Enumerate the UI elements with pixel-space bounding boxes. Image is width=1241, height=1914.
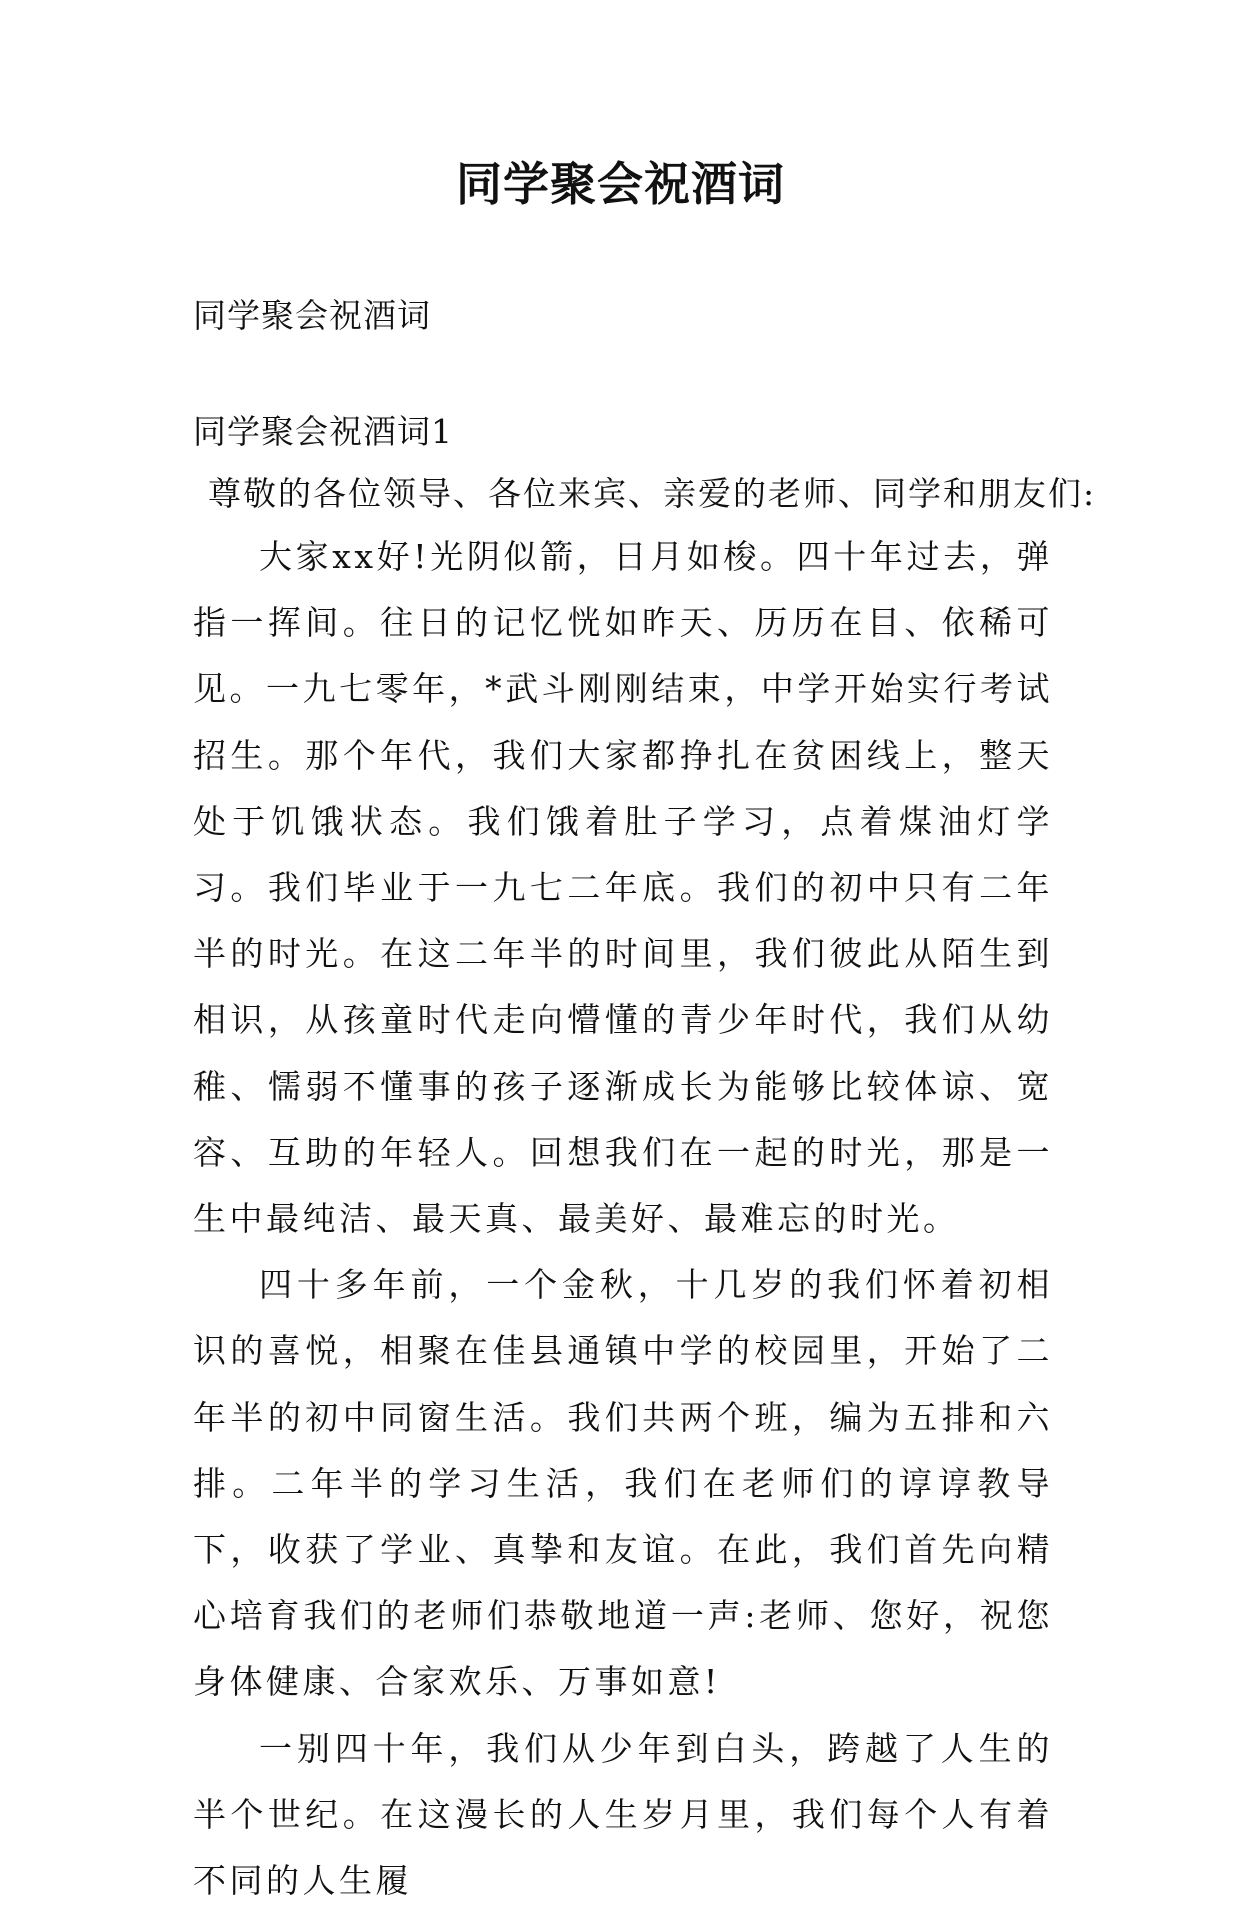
body-text (193, 524, 1053, 1914)
section-heading: 同学聚会祝酒词1 (193, 412, 453, 451)
document-subtitle: 同学聚会祝酒词 (193, 296, 431, 335)
salutation-line: 尊敬的各位领导、各位来宾、亲爱的老师、同学和朋友们: (208, 474, 1097, 513)
paragraph-1: 大家xx好!光阴似箭，日月如梭。四十年过去，弹指一挥间。往日的记忆恍如昨天、历历在目、依稀可见。一九七零年，*武斗刚刚结束，中学开始实行考试招生。那个年代，我们大家都挣扎在贫困线上，整天处于饥饿状态。我们饿着肚子学习，点着煤油灯学习。我们毕业于一九七二年底。我们的初中只有二年半的时光。在这二年半的时间里，我们彼此从陌生到相识，从孩童时代走向懵懂的青少年时代，我们从幼稚、懦弱不懂事的孩子逐渐成长为能够比较体谅、宽容、互助的年轻人。回想我们在一起的时光，那是一生中最纯洁、最天真、最美好、最难忘的时光。 (193, 537, 1053, 1239)
paragraph-3: 一别四十年，我们从少年到白头，跨越了人生的半个世纪。在这漫长的人生岁月里，我们每个人有着不同的人生履 (193, 1728, 1053, 1901)
paragraph-2: 四十多年前，一个金秋，十几岁的我们怀着初相识的喜悦，相聚在佳县通镇中学的校园里，开始了二年半的初中同窗生活。我们共两个班，编为五排和六排。二年半的学习生活，我们在老师们的谆谆教导下，收获了学业、真挚和友谊。在此，我们首先向精心培育我们的老师们恭敬地道一声:老师、您好，祝您身体健康、合家欢乐、万事如意! (193, 1265, 1053, 1702)
document-title: 同学聚会祝酒词 (456, 157, 785, 211)
